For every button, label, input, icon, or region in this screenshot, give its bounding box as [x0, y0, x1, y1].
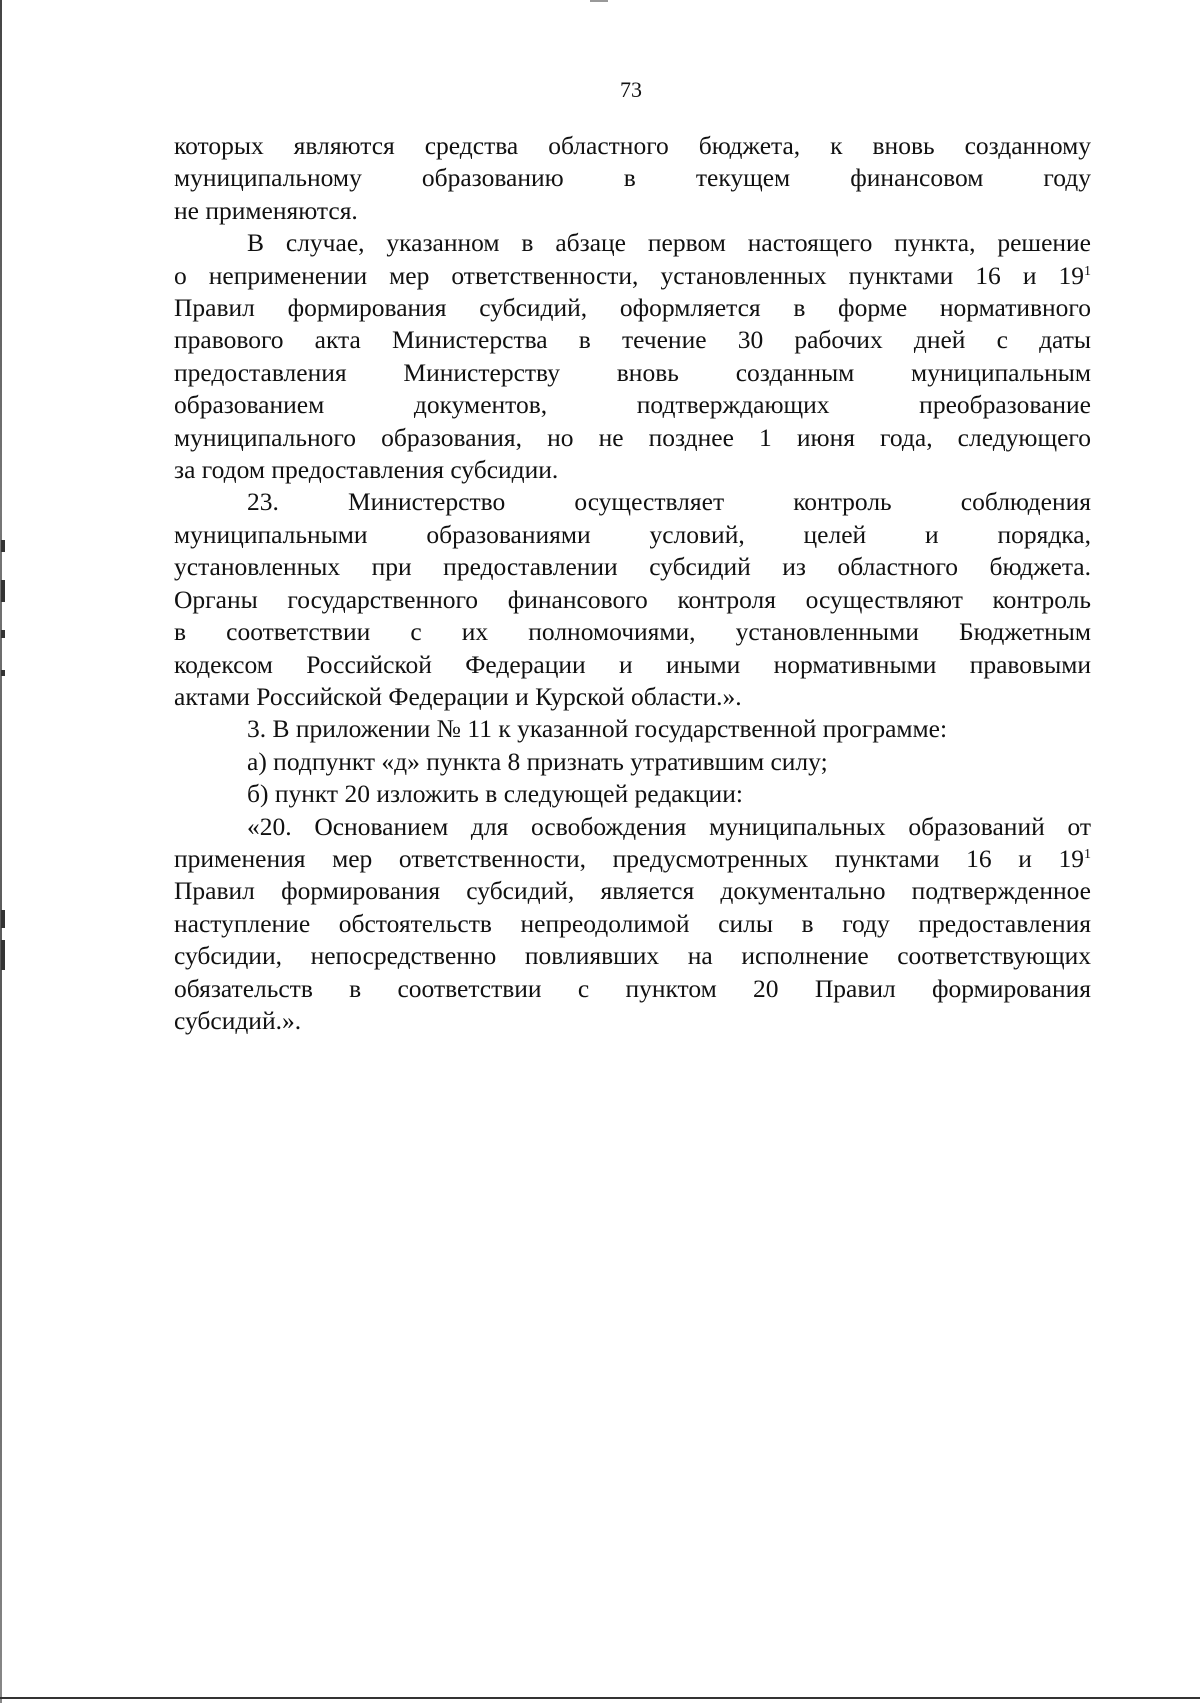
scan-artifact [1, 580, 5, 602]
scan-artifact [1, 540, 5, 552]
paragraph [174, 746, 1091, 778]
scan-artifact [1, 670, 5, 676]
text-line: установленных при предоставлении субсидий из областного бюджета. [174, 552, 1091, 582]
superscript: 1 [1084, 846, 1091, 862]
text-line: Правил формирования субсидий, оформляется в форме нормативного [174, 293, 1091, 323]
text-line: муниципальными образованиями условий, целей и порядка, [174, 519, 1091, 549]
text-line: субсидий.». [174, 1005, 302, 1035]
page-number: 73 [620, 77, 642, 102]
text-line: Правил формирования субсидий, является документально подтвержденное [174, 876, 1091, 906]
paragraph [174, 486, 1091, 713]
paragraph [174, 778, 1091, 810]
paragraph [174, 227, 1091, 486]
scan-artifact [1, 940, 5, 970]
text-line: правового акта Министерства в течение 30 рабочих дней с даты [174, 325, 1091, 355]
superscript: 1 [1084, 263, 1091, 279]
text-line: не применяются. [174, 195, 358, 225]
scan-top-mark [590, 0, 608, 2]
text-line: субсидии, непосредственно повлиявших на исполнение соответствующих [174, 941, 1091, 971]
scan-artifact [1, 630, 5, 638]
paragraph [174, 130, 1091, 227]
text-line: муниципального образования, но не позднее 1 июня года, следующего [174, 422, 1091, 452]
document-body [174, 130, 1091, 1037]
text-line: наступление обстоятельств непреодолимой силы в году предоставления [174, 908, 1091, 938]
text-line: которых являются средства областного бюджета, к вновь созданному [174, 131, 1091, 160]
text-line-content: применения мер ответственности, предусмотренных пунктами 16 и 19 [174, 843, 1084, 873]
text-line: кодексом Российской Федерации и иными нормативными правовыми [174, 649, 1091, 679]
text-line: 3. В приложении № 11 к указанной государственной программе: [247, 714, 948, 744]
scan-artifacts [0, 540, 16, 1040]
text-line: «20. Основанием для освобождения муниципальных образований от [247, 811, 1091, 841]
text-line [174, 260, 1091, 292]
text-line: образованием документов, подтверждающих преобразование [174, 390, 1091, 420]
text-line: а) подпункт «д» пункта 8 признать утратившим силу; [247, 746, 828, 776]
text-line: за годом предоставления субсидии. [174, 455, 559, 485]
text-line: 23. Министерство осуществляет контроль соблюдения [247, 487, 1091, 517]
text-line-content: о неприменении мер ответственности, установленных пунктами 16 и 19 [174, 260, 1084, 290]
paragraph [174, 811, 1091, 1038]
paragraph [174, 713, 1091, 745]
text-line: обязательств в соответствии с пунктом 20 Правил формирования [174, 973, 1091, 1003]
text-line: актами Российской Федерации и Курской области.». [174, 681, 742, 711]
text-line: Органы государственного финансового контроля осуществляют контроль [174, 584, 1091, 614]
text-line: предоставления Министерству вновь созданным муниципальным [174, 357, 1091, 387]
scan-bottom-edge [0, 1697, 1200, 1699]
text-line: б) пункт 20 изложить в следующей редакции: [247, 779, 743, 809]
scan-artifact [1, 910, 5, 928]
text-line [174, 843, 1091, 875]
text-line: В случае, указанном в абзаце первом настоящего пункта, решение [247, 228, 1091, 258]
text-line: в соответствии с их полномочиями, установленными Бюджетным [174, 617, 1091, 647]
text-line: муниципальному образованию в текущем финансовом году [174, 163, 1091, 193]
